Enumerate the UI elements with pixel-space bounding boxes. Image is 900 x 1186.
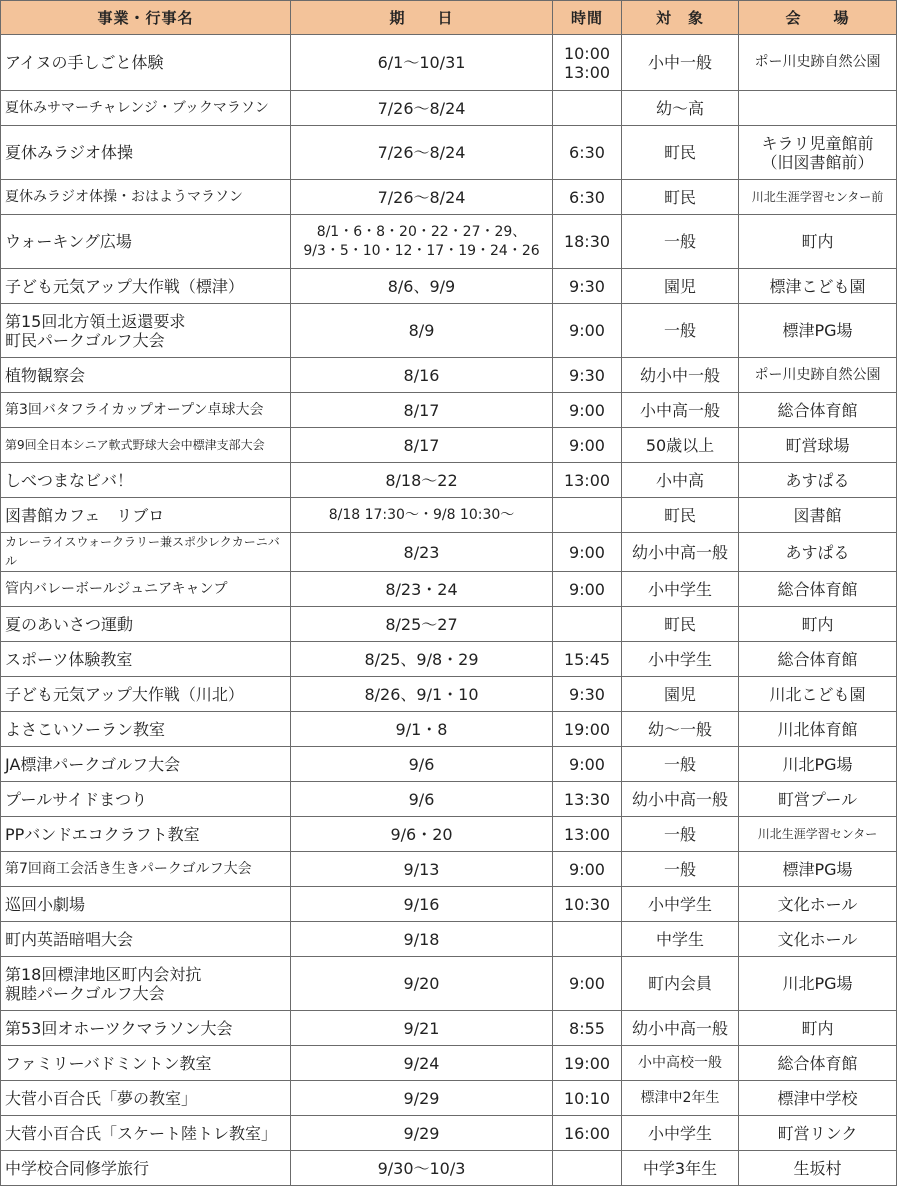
- event-date: 7/26〜8/24: [291, 91, 553, 126]
- event-time: 9:30: [553, 358, 622, 393]
- header-venue: 会 場: [739, 1, 897, 35]
- event-name: 植物観察会: [1, 358, 291, 393]
- event-name: 第9回全日本シニア軟式野球大会中標津支部大会: [1, 428, 291, 463]
- event-name: 第15回北方領土返還要求 町民パークゴルフ大会: [1, 304, 291, 358]
- event-date: 8/16: [291, 358, 553, 393]
- event-name: 子ども元気アップ大作戦（標津）: [1, 269, 291, 304]
- event-date: 8/18 17:30〜・9/8 10:30〜: [291, 498, 553, 533]
- event-time: 9:00: [553, 572, 622, 607]
- event-venue: 町営球場: [739, 428, 897, 463]
- event-name: 大菅小百合氏「夢の教室」: [1, 1081, 291, 1116]
- event-venue: 町内: [739, 607, 897, 642]
- event-time: 8:55: [553, 1011, 622, 1046]
- event-target: 中学生: [622, 922, 739, 957]
- table-row: [1, 572, 897, 607]
- event-name: 図書館カフェ リブロ: [1, 498, 291, 533]
- event-name: 夏休みラジオ体操・おはようマラソン: [1, 180, 291, 215]
- table-row: [1, 533, 897, 572]
- event-name: 町内英語暗唱大会: [1, 922, 291, 957]
- event-date: 9/21: [291, 1011, 553, 1046]
- event-target: 中学3年生: [622, 1151, 739, 1186]
- event-date: 9/20: [291, 957, 553, 1011]
- table-row: [1, 498, 897, 533]
- event-time: 10:10: [553, 1081, 622, 1116]
- event-name: 第18回標津地区町内会対抗 親睦パークゴルフ大会: [1, 957, 291, 1011]
- event-name: アイヌの手しごと体験: [1, 35, 291, 91]
- event-target: 町民: [622, 607, 739, 642]
- event-time: 19:00: [553, 712, 622, 747]
- event-name: プールサイドまつり: [1, 782, 291, 817]
- event-time: [553, 607, 622, 642]
- header-target: 対 象: [622, 1, 739, 35]
- event-time: 15:45: [553, 642, 622, 677]
- event-venue: ポー川史跡自然公園: [739, 35, 897, 91]
- event-time: 9:30: [553, 269, 622, 304]
- event-target: 小中高: [622, 463, 739, 498]
- event-name: 第7回商工会活き生きパークゴルフ大会: [1, 852, 291, 887]
- event-target: 幼小中高一般: [622, 533, 739, 572]
- table-row: [1, 1151, 897, 1186]
- event-date: 9/30〜10/3: [291, 1151, 553, 1186]
- table-row: [1, 782, 897, 817]
- event-time: 18:30: [553, 215, 622, 269]
- event-target: 幼小中高一般: [622, 1011, 739, 1046]
- event-date: 8/25〜27: [291, 607, 553, 642]
- event-target: 町内会員: [622, 957, 739, 1011]
- event-time: 9:00: [553, 747, 622, 782]
- event-venue: 町営プール: [739, 782, 897, 817]
- event-venue: ポー川史跡自然公園: [739, 358, 897, 393]
- event-date: 8/9: [291, 304, 553, 358]
- event-venue: [739, 91, 897, 126]
- event-name: 夏休みサマーチャレンジ・ブックマラソン: [1, 91, 291, 126]
- event-time: 19:00: [553, 1046, 622, 1081]
- event-target: 一般: [622, 852, 739, 887]
- event-venue: 総合体育館: [739, 1046, 897, 1081]
- event-time: [553, 1151, 622, 1186]
- table-row: [1, 642, 897, 677]
- event-venue: 町内: [739, 1011, 897, 1046]
- table-row: [1, 747, 897, 782]
- event-time: 9:00: [553, 304, 622, 358]
- event-venue: 総合体育館: [739, 393, 897, 428]
- table-row: [1, 269, 897, 304]
- event-date: 7/26〜8/24: [291, 180, 553, 215]
- event-time: 9:00: [553, 428, 622, 463]
- event-date: 8/26、9/1・10: [291, 677, 553, 712]
- event-time: 10:30: [553, 887, 622, 922]
- event-time: [553, 498, 622, 533]
- table-row: [1, 91, 897, 126]
- event-target: 小中学生: [622, 1116, 739, 1151]
- event-date: 9/24: [291, 1046, 553, 1081]
- event-date: 9/13: [291, 852, 553, 887]
- event-name: カレーライスウォークラリー兼スポ少レクカーニバル: [1, 533, 291, 572]
- event-target: 一般: [622, 215, 739, 269]
- event-name: 第3回バタフライカップオープン卓球大会: [1, 393, 291, 428]
- event-target: 50歳以上: [622, 428, 739, 463]
- event-venue: 川北こども園: [739, 677, 897, 712]
- event-date: 8/1・6・8・20・22・27・29、 9/3・5・10・12・17・19・24・26: [291, 215, 553, 269]
- event-date: 9/18: [291, 922, 553, 957]
- table-row: [1, 712, 897, 747]
- event-name: 子ども元気アップ大作戦（川北）: [1, 677, 291, 712]
- event-venue: 総合体育館: [739, 572, 897, 607]
- event-name: 第53回オホーツクマラソン大会: [1, 1011, 291, 1046]
- event-venue: 図書館: [739, 498, 897, 533]
- event-venue: あすぱる: [739, 533, 897, 572]
- event-venue: 生坂村: [739, 1151, 897, 1186]
- event-venue: 総合体育館: [739, 642, 897, 677]
- event-target: 標津中2年生: [622, 1081, 739, 1116]
- event-target: 小中学生: [622, 642, 739, 677]
- event-date: 9/16: [291, 887, 553, 922]
- event-date: 8/23: [291, 533, 553, 572]
- event-time: 13:00: [553, 463, 622, 498]
- event-venue: 川北生涯学習センター前: [739, 180, 897, 215]
- event-target: 園児: [622, 269, 739, 304]
- table-row: [1, 957, 897, 1011]
- event-time: 9:00: [553, 957, 622, 1011]
- table-row: [1, 35, 897, 91]
- event-date: 9/6: [291, 782, 553, 817]
- event-target: 一般: [622, 747, 739, 782]
- event-target: 町民: [622, 180, 739, 215]
- event-time: [553, 922, 622, 957]
- table-row: [1, 180, 897, 215]
- event-target: 町民: [622, 498, 739, 533]
- event-venue: 文化ホール: [739, 922, 897, 957]
- event-date: 9/29: [291, 1116, 553, 1151]
- header-date: 期 日: [291, 1, 553, 35]
- event-name: 大菅小百合氏「スケート陸トレ教室」: [1, 1116, 291, 1151]
- table-row: [1, 1046, 897, 1081]
- event-target: 幼〜高: [622, 91, 739, 126]
- event-venue: 町内: [739, 215, 897, 269]
- event-name: ウォーキング広場: [1, 215, 291, 269]
- event-target: 小中高校一般: [622, 1046, 739, 1081]
- event-venue: キラリ児童館前 （旧図書館前）: [739, 126, 897, 180]
- event-name: JA標津パークゴルフ大会: [1, 747, 291, 782]
- table-row: [1, 393, 897, 428]
- event-name: スポーツ体験教室: [1, 642, 291, 677]
- table-row: [1, 126, 897, 180]
- event-date: 8/25、9/8・29: [291, 642, 553, 677]
- event-time: 13:00: [553, 817, 622, 852]
- event-time: 6:30: [553, 180, 622, 215]
- table-row: [1, 607, 897, 642]
- event-date: 8/17: [291, 428, 553, 463]
- event-time: 9:30: [553, 677, 622, 712]
- event-target: 園児: [622, 677, 739, 712]
- event-venue: 川北体育館: [739, 712, 897, 747]
- event-target: 一般: [622, 304, 739, 358]
- event-date: 8/6、9/9: [291, 269, 553, 304]
- event-name: 夏のあいさつ運動: [1, 607, 291, 642]
- event-target: 小中高一般: [622, 393, 739, 428]
- event-venue: あすぱる: [739, 463, 897, 498]
- event-target: 幼小中高一般: [622, 782, 739, 817]
- event-target: 小中学生: [622, 572, 739, 607]
- table-row: [1, 887, 897, 922]
- event-date: 8/23・24: [291, 572, 553, 607]
- event-time: 13:30: [553, 782, 622, 817]
- event-name: しべつまなビバ！: [1, 463, 291, 498]
- event-target: 幼〜一般: [622, 712, 739, 747]
- event-name: PPバンドエコクラフト教室: [1, 817, 291, 852]
- header-time: 時間: [553, 1, 622, 35]
- event-venue: 川北PG場: [739, 957, 897, 1011]
- event-venue: 標津中学校: [739, 1081, 897, 1116]
- table-row: [1, 358, 897, 393]
- event-date: 8/17: [291, 393, 553, 428]
- event-target: 小中一般: [622, 35, 739, 91]
- event-name: よさこいソーラン教室: [1, 712, 291, 747]
- table-row: [1, 1011, 897, 1046]
- event-date: 9/29: [291, 1081, 553, 1116]
- event-venue: 川北PG場: [739, 747, 897, 782]
- event-venue: 文化ホール: [739, 887, 897, 922]
- event-time: 9:00: [553, 533, 622, 572]
- event-name: 管内バレーボールジュニアキャンプ: [1, 572, 291, 607]
- event-date: 6/1〜10/31: [291, 35, 553, 91]
- event-venue: 標津こども園: [739, 269, 897, 304]
- event-time: [553, 91, 622, 126]
- table-row: [1, 817, 897, 852]
- table-row: [1, 463, 897, 498]
- event-name: ファミリーバドミントン教室: [1, 1046, 291, 1081]
- event-date: 7/26〜8/24: [291, 126, 553, 180]
- event-date: 8/18〜22: [291, 463, 553, 498]
- table-row: [1, 852, 897, 887]
- table-row: [1, 304, 897, 358]
- event-target: 幼小中一般: [622, 358, 739, 393]
- event-time: 6:30: [553, 126, 622, 180]
- event-name: 中学校合同修学旅行: [1, 1151, 291, 1186]
- event-name: 巡回小劇場: [1, 887, 291, 922]
- table-row: [1, 1116, 897, 1151]
- event-time: 9:00: [553, 393, 622, 428]
- event-venue: 標津PG場: [739, 304, 897, 358]
- event-venue: 町営リンク: [739, 1116, 897, 1151]
- event-time: 9:00: [553, 852, 622, 887]
- event-date: 9/6: [291, 747, 553, 782]
- header-row: [1, 1, 897, 35]
- event-time: 16:00: [553, 1116, 622, 1151]
- event-time: 10:00 13:00: [553, 35, 622, 91]
- event-date: 9/1・8: [291, 712, 553, 747]
- table-row: [1, 215, 897, 269]
- event-target: 町民: [622, 126, 739, 180]
- event-venue: 川北生涯学習センター: [739, 817, 897, 852]
- table-row: [1, 677, 897, 712]
- event-target: 一般: [622, 817, 739, 852]
- event-venue: 標津PG場: [739, 852, 897, 887]
- table-row: [1, 1081, 897, 1116]
- table-row: [1, 428, 897, 463]
- event-target: 小中学生: [622, 887, 739, 922]
- table-row: [1, 922, 897, 957]
- event-date: 9/6・20: [291, 817, 553, 852]
- event-name: 夏休みラジオ体操: [1, 126, 291, 180]
- header-event-name: 事業・行事名: [1, 1, 291, 35]
